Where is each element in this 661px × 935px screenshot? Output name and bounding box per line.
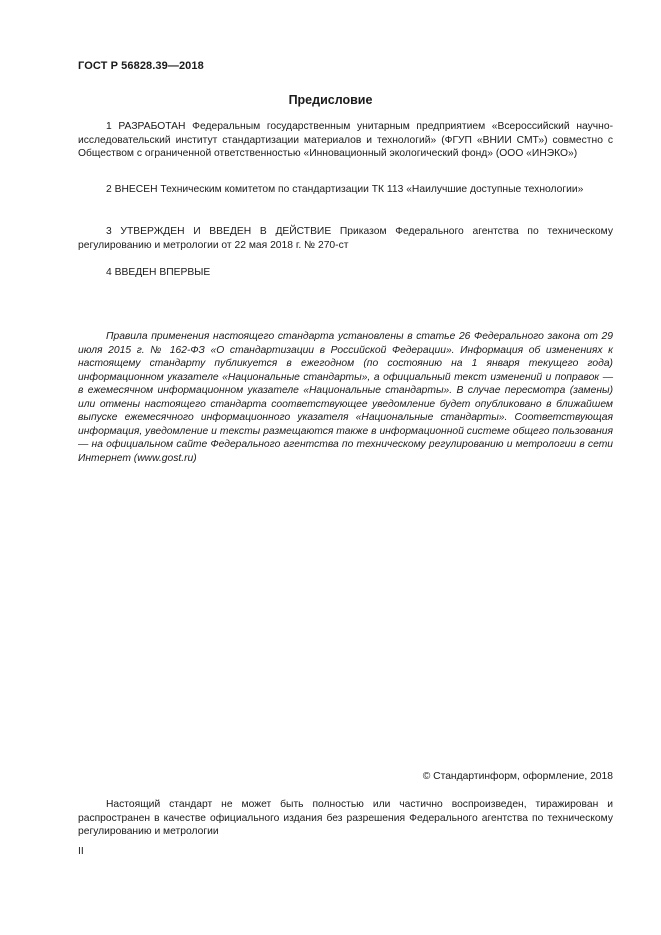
copyright-line: © Стандартинформ, оформление, 2018 bbox=[422, 771, 613, 782]
foreword-title: Предисловие bbox=[288, 93, 373, 107]
foreword-item-first-introduced bbox=[78, 266, 613, 280]
notice-text: Правила применения настоящего стандарта установлены в статье 26 Федерального закона от 29 июля 2015 г. № 162-ФЗ «О стандартизации в Российской Федерации». Информация об изменениях к настоящему стандарту публикуется в ежегодном (по состоянию на 1 января текущего года) информационном указателе «Национальные стандарты», а официальный текст изменений и поправок — в ежемесячном информационном указателе «Национальные стандарты». В случае пересмотра (замены) или отмены настоящего стандарта соответствующее уведомление будет опубликовано в ближайшем выпуске ежемесячного информационного указателя «Национальные стандарты». Соответствующая информация, уведомление и тексты размещаются также в информационной системе общего пользования — на официальном сайте Федерального агентства по техническому регулированию и метрологии в сети Интернет (www.gost.ru) bbox=[78, 331, 613, 464]
foreword-item-text: 3 УТВЕРЖДЕН И ВВЕДЕН В ДЕЙСТВИЕ Приказом Федерального агентства по техническому регулированию и метрологии от 22 мая 2018 г. № 270-ст bbox=[78, 226, 613, 251]
document-code: ГОСТ Р 56828.39—2018 bbox=[78, 60, 204, 72]
foreword-item-approved bbox=[78, 225, 613, 252]
foreword-item-text: 2 ВНЕСЕН Техническим комитетом по стандартизации ТК 113 «Наилучшие доступные технологии» bbox=[106, 184, 584, 195]
foreword-item-developed bbox=[78, 120, 613, 161]
reproduction-notice bbox=[78, 798, 613, 839]
foreword-item-introduced bbox=[78, 183, 613, 197]
foreword-item-text: 4 ВВЕДЕН ВПЕРВЫЕ bbox=[106, 267, 211, 278]
application-rules-notice bbox=[78, 330, 613, 465]
reproduction-text: Настоящий стандарт не может быть полностью или частично воспроизведен, тиражирован и распространен в качестве официального издания без разрешения Федерального агентства по техническому регулированию и метрологии bbox=[78, 799, 613, 837]
page-number: II bbox=[78, 846, 84, 857]
foreword-item-text: 1 РАЗРАБОТАН Федеральным государственным унитарным предприятием «Всероссийский научно-исследовательский институт стандартизации материалов и технологий» (ФГУП «ВНИИ СМТ») совместно с Обществом с ограниченной ответственностью «Инновационный экологический фонд» (ООО «ИНЭКО») bbox=[78, 121, 613, 159]
